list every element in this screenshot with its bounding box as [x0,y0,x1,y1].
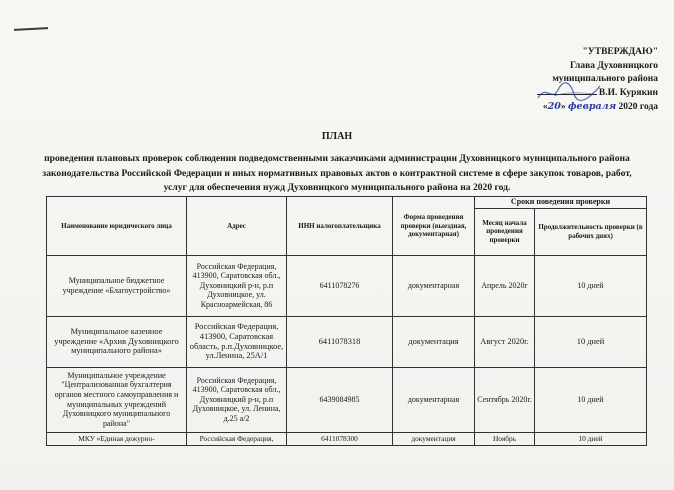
date-year: 2020 года [618,102,658,112]
header-month: Месяц начала проведения проверки [475,208,535,255]
cell-month: Август 2020г. [475,316,535,367]
approval-signer: В.И. Курякин [598,87,658,98]
cell-month: Ноябрь [475,432,535,445]
date-day: 20 [547,101,561,112]
table-row [47,255,647,316]
header-name: Наименование юридического лица [47,197,187,256]
cell-inn: 6411078318 [287,316,393,367]
table-row [47,367,647,432]
cell-month: Апрель 2020г [475,255,535,316]
cell-name: МКУ «Единая дежурно- [47,432,187,445]
scan-mark [14,27,48,31]
cell-address: Российская Федерация, 413900, Саратовская обл., Духовницкий р-н, р.п Духовницкое, ул. Ленина, д.25 а/2 [187,367,287,432]
date-quote-close: » [560,102,566,112]
table-row [47,316,647,367]
cell-form: документация [393,316,475,367]
approval-line-1: Глава Духовницкого [570,60,658,71]
approval-line-2: муниципального района [552,74,658,84]
table-header-row [47,197,647,209]
cell-inn: 6439084985 [287,367,393,432]
header-duration: Продолжительность проверки (в рабочих днях) [535,208,647,255]
approval-header: "УТВЕРЖДАЮ" [582,47,658,57]
header-form: Форма проведения проверки (выездная, документарная) [393,197,475,256]
header-terms: Сроки поведения проверки [475,197,647,209]
cell-inn: 6411078300 [287,432,393,445]
cell-duration: 10 дней [535,432,647,445]
cell-name: Муниципальное бюджетное учреждение «Благоустройство» [47,255,187,316]
cell-form: документарная [393,367,475,432]
cell-name: Муниципальное учреждение "Централизованная бухгалтерия органов местного самоуправления и муниципальных учреждений Духовницкого муниципального района" [47,367,187,432]
date-quote-open: « [542,102,548,112]
cell-duration: 10 дней [535,255,647,316]
handwritten-signature [534,80,604,104]
header-address: Адрес [187,197,287,256]
table-row [47,432,647,445]
inspection-plan-table [46,196,647,446]
document-title: ПЛАН [321,131,353,142]
cell-form: документарная [393,255,475,316]
cell-address: Российская Федерация, 413900, Саратовская область, р.п.Духовницкое, ул.Ленина, 25А/1 [187,316,287,367]
document-subtitle: проведения плановых проверок соблюдения подведомственными заказчиками администрации Духовницкого муниципального района законодательства Российской Федерации и иных нормативных правовых актов о контрактной системе в сфере закупок товаров, работ, услуг для обеспечения нужд Духовницкого муниципального района на 2020 год. [42,153,632,193]
cell-duration: 10 дней [535,316,647,367]
cell-address: Российская Федерация, 413900, Саратовская обл., Духовницкий р-н, р.п Духовницкое, ул. Красноармейская, 86 [187,255,287,316]
cell-month: Сентябрь 2020г. [475,367,535,432]
cell-inn: 6411078276 [287,255,393,316]
cell-duration: 10 дней [535,367,647,432]
header-inn: ИНН налогоплательщика [287,197,393,256]
date-month: февраля [567,101,617,112]
cell-address: Российская Федерация, [187,432,287,445]
cell-name: Муниципальное казенное учреждение «Архив Духовницкого муниципального района» [47,316,187,367]
cell-form: документация [393,432,475,445]
